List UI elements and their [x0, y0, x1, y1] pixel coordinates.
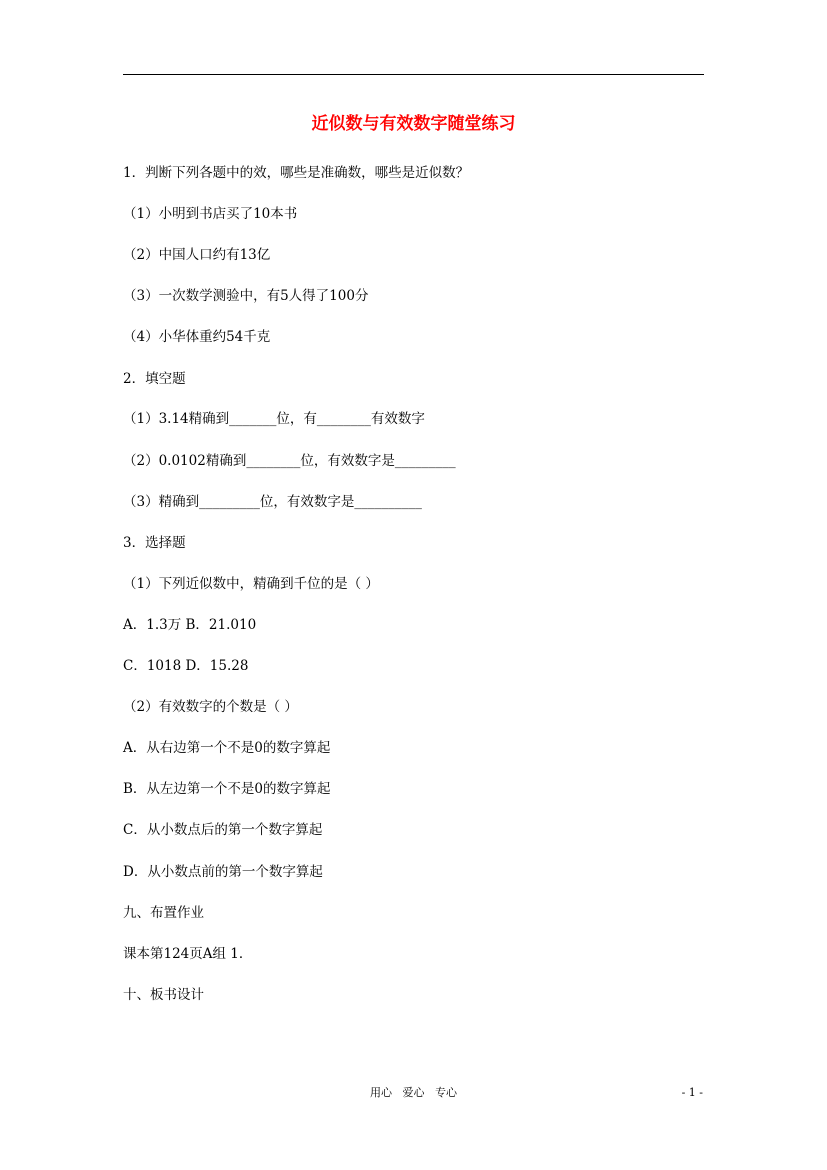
page-number: - 1 - — [681, 1086, 703, 1099]
question-3-item-2-option-a: A．从右边第一个不是0的数字算起 — [123, 740, 331, 756]
question-1-item-1: （1）小明到书店买了10本书 — [123, 206, 298, 222]
header-rule — [123, 74, 704, 75]
question-2-item-3: （3）精确到_________位，有效数字是__________ — [123, 494, 422, 510]
homework-text: 课本第124页A组 1． — [123, 946, 253, 962]
question-3-item-2-option-d: D．从小数点前的第一个数字算起 — [123, 864, 323, 880]
question-3-item-1-options-cd: C．1018 D．15.28 — [123, 658, 249, 674]
section-board-design-heading: 十、板书设计 — [123, 987, 204, 1003]
question-3-item-2-option-b: B．从左边第一个不是0的数字算起 — [123, 781, 331, 797]
question-3-item-2-option-c: C．从小数点后的第一个数字算起 — [123, 822, 323, 838]
question-3-item-1-options-ab: A．1.3万 B．21.010 — [123, 617, 257, 633]
question-2-item-1: （1）3.14精确到_______位，有________有效数字 — [123, 411, 425, 427]
document-title: 近似数与有效数字随堂练习 — [311, 114, 516, 134]
section-homework-heading: 九、布置作业 — [123, 905, 204, 921]
question-3-item-2: （2）有效数字的个数是（ ） — [123, 699, 298, 715]
question-3-heading: 3．选择题 — [123, 535, 186, 551]
question-3-item-1: （1）下列近似数中，精确到千位的是（ ） — [123, 576, 379, 592]
question-1-item-3: （3）一次数学测验中，有5人得了100分 — [123, 288, 369, 304]
question-1-heading: 1．判断下列各题中的效，哪些是准确数，哪些是近似数？ — [123, 165, 470, 181]
question-2-heading: 2．填空题 — [123, 371, 186, 387]
question-1-item-4: （4）小华体重约54千克 — [123, 329, 271, 345]
question-2-item-2: （2）0.0102精确到________位，有效数字是_________ — [123, 453, 456, 469]
question-1-item-2: （2）中国人口约有13亿 — [123, 247, 271, 263]
footer-motto: 用心 爱心 专心 — [370, 1086, 457, 1099]
